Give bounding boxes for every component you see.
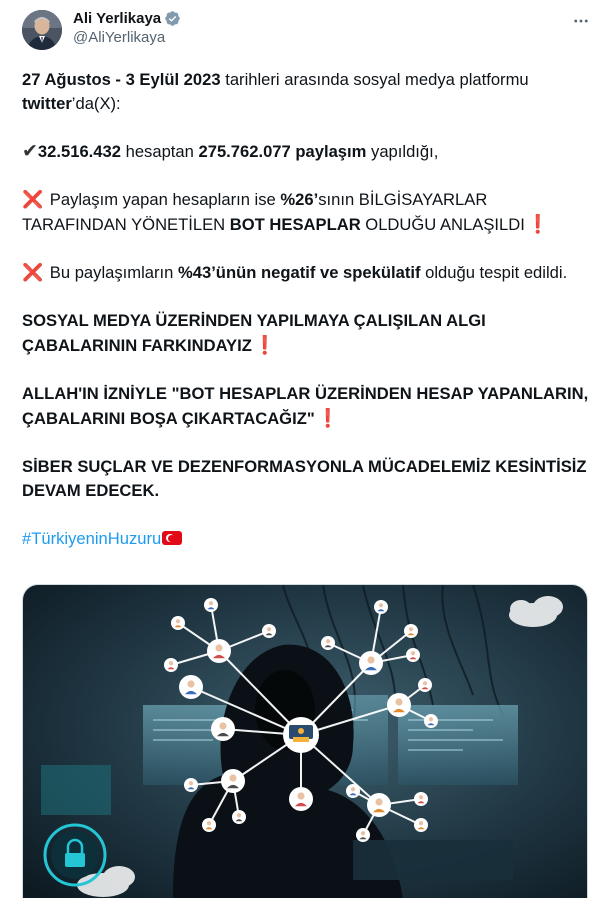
text: hesaptan	[120, 142, 199, 161]
text: olduğu tespit edildi.	[420, 263, 568, 282]
avatar[interactable]	[22, 10, 62, 50]
tweet-text	[22, 68, 594, 575]
platform-name: twitter	[22, 94, 72, 113]
tweet-image[interactable]	[22, 584, 588, 898]
account-count: 32.516.432	[37, 142, 121, 161]
text: yapıldığı,	[366, 142, 439, 161]
cross-icon: ❌	[22, 190, 44, 209]
author-handle[interactable]: @AliYerlikaya	[73, 29, 166, 46]
text: ’da(X):	[71, 94, 121, 113]
more-options-icon[interactable]	[570, 10, 592, 32]
paragraph-stats	[22, 140, 594, 164]
display-name[interactable]: Ali Yerlikaya	[73, 9, 162, 27]
date-range: 27 Ağustos - 3 Eylül 2023	[22, 70, 221, 89]
paragraph-bots	[22, 188, 594, 237]
paragraph-awareness	[22, 309, 594, 358]
verified-badge-icon	[164, 10, 181, 27]
text: OLDUĞU ANLAŞILDI	[360, 215, 525, 234]
text: Bu paylaşımların	[45, 263, 178, 282]
paragraph-cybercrime	[22, 455, 594, 503]
exclamation-icon: ❗	[526, 214, 550, 234]
bot-percentage: %26’	[280, 190, 319, 209]
name-row	[73, 8, 181, 28]
author-identity	[73, 8, 181, 46]
paragraph-hashtag	[22, 527, 594, 551]
paragraph-date	[22, 68, 594, 116]
turkey-flag-icon	[162, 531, 182, 545]
check-icon: ✔	[22, 141, 38, 162]
exclamation-icon: ❗	[316, 408, 340, 428]
bot-accounts: BOT HESAPLAR	[229, 215, 361, 234]
tweet-header	[22, 8, 596, 56]
exclamation-icon: ❗	[253, 335, 277, 355]
hashtag-link[interactable]: #TürkiyeninHuzuru	[22, 529, 162, 548]
bot-network-illustration	[23, 585, 588, 898]
text: SİBER SUÇLAR VE DEZENFORMASYONLA MÜCADELEMİZ KESİNTİSİZ DEVAM EDECEK.	[22, 457, 587, 500]
post-count: 275.762.077 paylaşım	[198, 142, 367, 161]
text: tarihleri arasında sosyal medya platformu	[220, 70, 529, 89]
text: ALLAH'IN İZNİYLE "BOT HESAPLAR ÜZERİNDEN HESAP YAPANLARIN, ÇABALARINI BOŞA ÇIKARTACAĞIZ"	[22, 384, 589, 428]
text: Paylaşım yapan hesapların ise	[45, 190, 281, 209]
cross-icon: ❌	[22, 263, 44, 282]
text: sının BİLGİSAYARLAR TARAFINDAN YÖNETİLEN	[22, 190, 488, 234]
paragraph-pledge	[22, 382, 594, 431]
text: SOSYAL MEDYA ÜZERİNDEN YAPILMAYA ÇALIŞILAN ALGI ÇABALARININ FARKINDAYIZ	[22, 311, 486, 355]
paragraph-negative	[22, 261, 594, 285]
negative-percentage: %43’ünün negatif ve spekülatif	[177, 263, 421, 282]
